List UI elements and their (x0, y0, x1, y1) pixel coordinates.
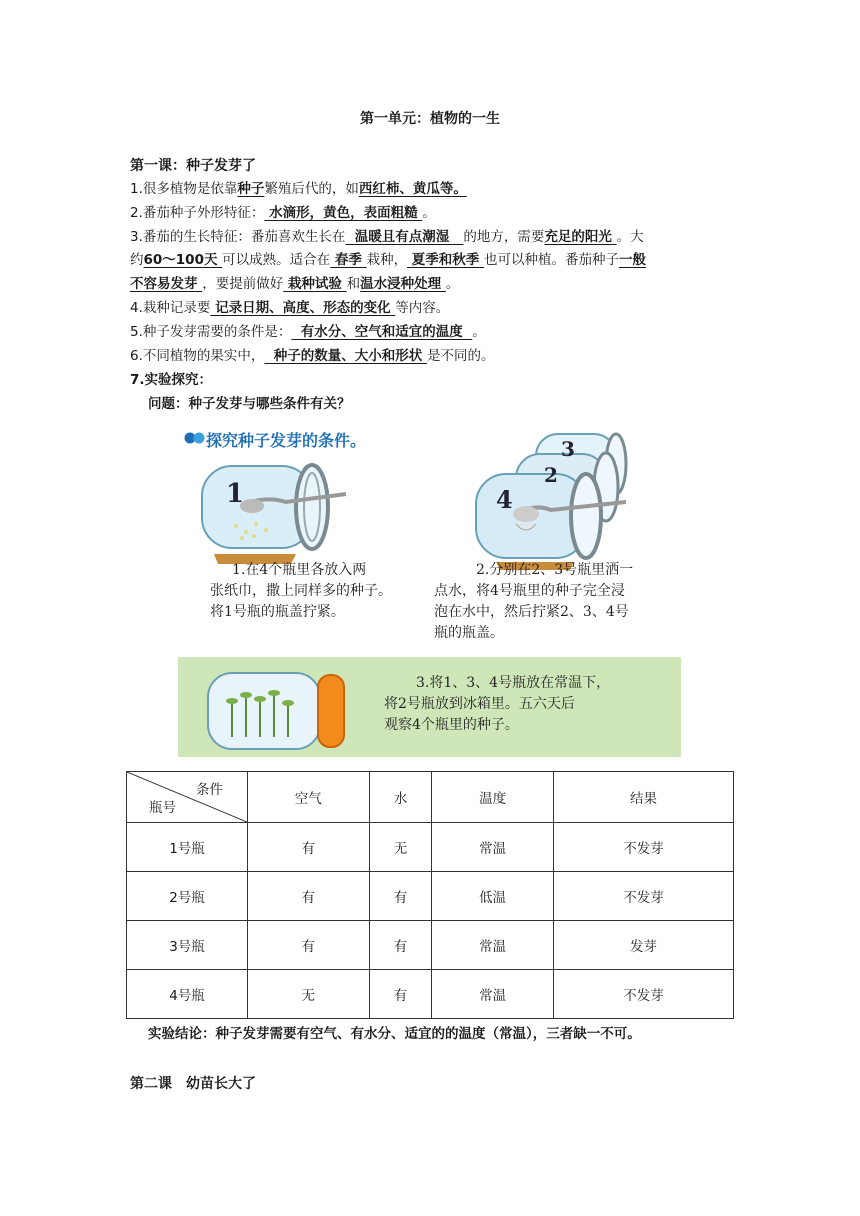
cell: 常温 (432, 970, 554, 1019)
cell: 有 (248, 823, 370, 872)
experiment-question: 问题：种子发芽与哪些条件有关？ (148, 396, 351, 412)
header-result: 结果 (553, 772, 733, 823)
table-row (127, 872, 734, 921)
step-3-panel (178, 657, 681, 757)
page-title: 第一单元：植物的一生 (360, 111, 500, 127)
step-3-text: 3.将1、3、4号瓶放在常温下， 将2号瓶放到冰箱里。五六天后 观察4个瓶里的种子。 (384, 675, 611, 733)
bullet-icon (184, 432, 206, 444)
svg-text:1: 1 (226, 479, 245, 509)
cell: 有 (248, 921, 370, 970)
jars-2-3-4-drawing (466, 424, 641, 574)
cell: 2号瓶 (127, 872, 248, 921)
cell: 3号瓶 (127, 921, 248, 970)
experiment-conclusion: 实验结论：种子发芽需要有空气、有水分、适宜的的温度（常温），三者缺一不可。 (148, 1026, 641, 1042)
diagonal-line (127, 772, 247, 822)
corner-label-conditions: 条件 (196, 782, 223, 798)
table-corner-cell (127, 772, 248, 823)
lesson-2-heading: 第二课 幼苗长大了 (130, 1076, 256, 1092)
cell: 有 (369, 970, 432, 1019)
item-4: 4.栽种记录要 记录日期、高度、形态的变化 等内容。 (130, 300, 450, 316)
header-temperature: 温度 (432, 772, 554, 823)
cell: 常温 (432, 823, 554, 872)
cell: 无 (369, 823, 432, 872)
lesson-1-heading: 第一课：种子发芽了 (130, 158, 256, 174)
cell: 有 (248, 872, 370, 921)
item-6: 6.不同植物的果实中， 种子的数量、大小和形状 是不同的。 (130, 348, 495, 364)
cell: 有 (369, 872, 432, 921)
table-row (127, 823, 734, 872)
cell: 常温 (432, 921, 554, 970)
cell: 不发芽 (553, 872, 733, 921)
jar-seedlings-drawing (202, 667, 352, 753)
item-7: 7.实验探究： (130, 372, 213, 388)
table-header-row (127, 772, 734, 823)
cell: 不发芽 (553, 823, 733, 872)
table-row (127, 970, 734, 1019)
cell: 有 (369, 921, 432, 970)
svg-text:3: 3 (561, 437, 575, 461)
cell: 4号瓶 (127, 970, 248, 1019)
cell: 1号瓶 (127, 823, 248, 872)
item-2: 2.番茄种子外形特征： 水滴形，黄色，表面粗糙 。 (130, 205, 436, 221)
cell: 低温 (432, 872, 554, 921)
header-air: 空气 (248, 772, 370, 823)
cell: 不发芽 (553, 970, 733, 1019)
item-3-line-3: 不容易发芽 ，要提前做好 栽种试验 和温水浸种处理 。 (130, 276, 460, 292)
step-1-text: 1.在4个瓶里各放入两 张纸巾，撒上同样多的种子。 将1号瓶的瓶盖拧紧。 (210, 562, 392, 620)
cell: 发芽 (553, 921, 733, 970)
item-3-line-1: 3.番茄的生长特征：番茄喜欢生长在 温暖且有点潮湿 的地方，需要充足的阳光 。大 (130, 229, 644, 245)
svg-text:2: 2 (544, 463, 558, 487)
jar-1-drawing (196, 454, 366, 574)
item-3-line-2: 约60～100天 可以成熟。适合在 春季 栽种， 夏季和秋季 也可以种植。番茄种子一般 (130, 252, 646, 268)
illustration-heading: 探究种子发芽的条件。 (206, 431, 367, 450)
experiment-illustration (178, 420, 683, 760)
svg-text:4: 4 (496, 485, 513, 514)
item-1: 1.很多植物是依靠种子繁殖后代的，如西红柿、黄瓜等。 (130, 181, 467, 197)
experiment-table (126, 771, 734, 1019)
corner-label-bottle: 瓶号 (149, 800, 176, 816)
item-5: 5.种子发芽需要的条件是： 有水分、空气和适宜的温度 。 (130, 324, 486, 340)
table-row (127, 921, 734, 970)
header-water: 水 (369, 772, 432, 823)
step-2-text: 2.分别在2、3号瓶里洒一 点水，将4号瓶里的种子完全浸 泡在水中，然后拧紧2、3、4号 瓶的瓶盖。 (434, 562, 634, 641)
cell: 无 (248, 970, 370, 1019)
